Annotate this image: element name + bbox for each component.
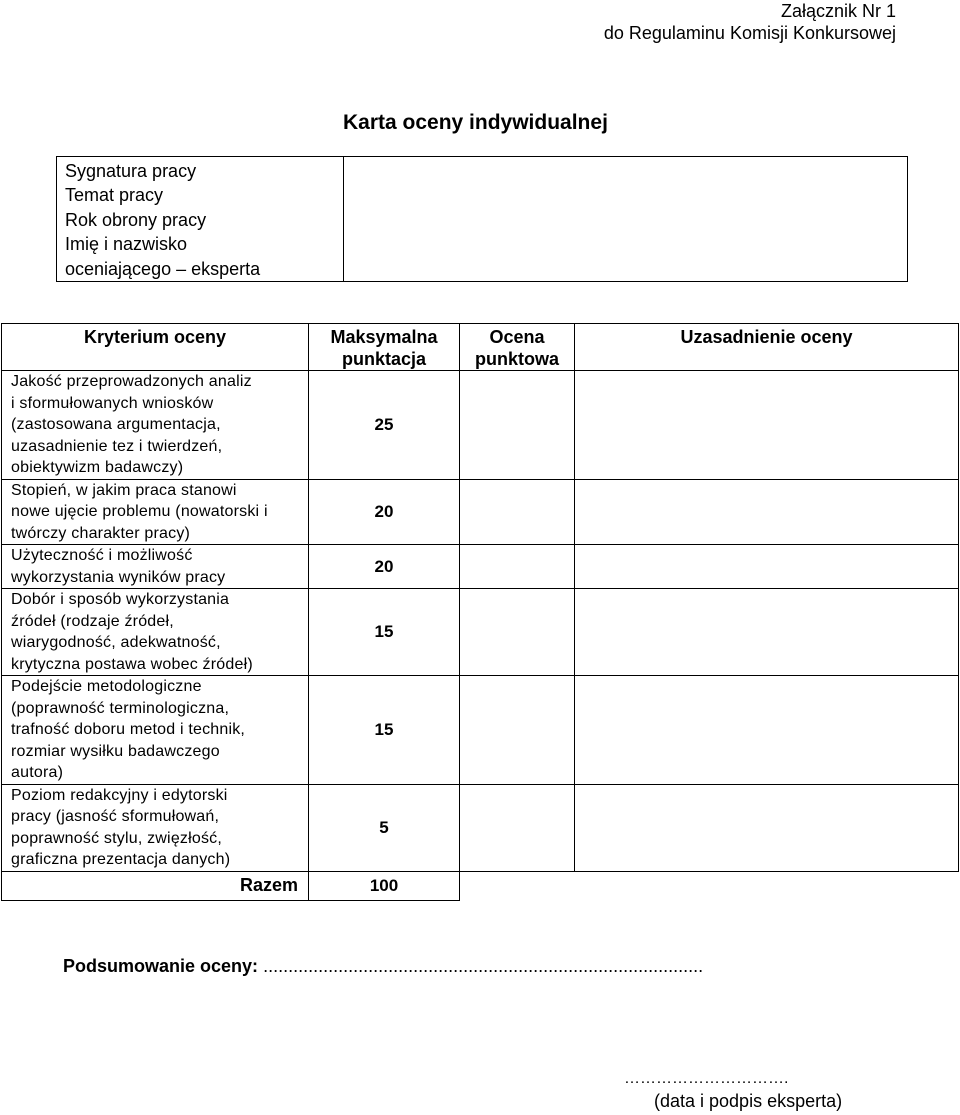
attachment-line-1: Załącznik Nr 1: [780, 1, 896, 21]
criterion-line: obiektywizm badawczy): [11, 459, 184, 476]
score-cell[interactable]: [460, 784, 575, 871]
criterion-line: trafność doboru metod i technik,: [11, 721, 246, 738]
max-points-cell: 20: [309, 545, 460, 589]
info-table: [56, 156, 908, 282]
signature-label: (data i podpis eksperta): [654, 1091, 843, 1111]
max-points-cell: 5: [309, 784, 460, 871]
attachment-line-2: do Regulaminu Komisji Konkursowej: [603, 23, 896, 43]
justification-cell[interactable]: [575, 676, 959, 785]
score-cell[interactable]: [460, 371, 575, 480]
criterion-line: Użyteczność i możliwość: [11, 547, 193, 564]
justification-cell[interactable]: [575, 589, 959, 676]
criterion-line: (zastosowana argumentacja,: [11, 416, 221, 433]
table-row: [2, 784, 959, 871]
table-row: [2, 371, 959, 480]
score-cell[interactable]: [460, 676, 575, 785]
criterion-cell: [2, 784, 309, 871]
score-cell[interactable]: [460, 589, 575, 676]
justification-cell[interactable]: [575, 479, 959, 545]
table-row: [2, 676, 959, 785]
info-label-topic: Temat pracy: [65, 185, 164, 206]
criterion-line: Podejście metodologiczne: [11, 678, 202, 695]
criterion-line: krytyczna postawa wobec źródeł): [11, 655, 253, 673]
header-criterion: Kryterium oceny: [2, 324, 309, 371]
table-row: [2, 479, 959, 545]
header-justification: Uzasadnienie oceny: [575, 324, 959, 371]
criterion-line: i sformułowanych wniosków: [11, 394, 214, 412]
score-cell[interactable]: [460, 545, 575, 589]
criterion-line: uzasadnienie tez i twierdzeń,: [11, 437, 223, 455]
criterion-cell: [2, 676, 309, 785]
criterion-cell: [2, 479, 309, 545]
justification-cell[interactable]: [575, 545, 959, 589]
summary-label: Podsumowanie oceny:: [63, 956, 259, 976]
criterion-cell: [2, 589, 309, 676]
max-points-cell: 15: [309, 676, 460, 785]
table-row: [2, 589, 959, 676]
criterion-line: twórczy charakter pracy): [11, 524, 191, 542]
criterion-line: źródeł (rodzaje źródeł,: [11, 612, 174, 630]
criterion-line: Stopień, w jakim praca stanowi: [11, 481, 237, 499]
attachment-note: [604, 0, 896, 44]
criterion-line: Dobór i sposób wykorzystania: [11, 591, 230, 608]
info-label-year: Rok obrony pracy: [65, 209, 207, 230]
total-empty: [460, 871, 575, 900]
criterion-line: wykorzystania wyników pracy: [11, 568, 226, 586]
criterion-cell: [2, 371, 309, 480]
signature-dots[interactable]: ………………………….: [624, 1070, 789, 1087]
criterion-line: pracy (jasność sformułowań,: [11, 808, 220, 825]
criterion-line: rozmiar wysiłku badawczego: [11, 742, 220, 760]
info-value-cell[interactable]: [344, 157, 908, 282]
total-row: [2, 871, 959, 900]
total-label: Razem: [2, 871, 309, 900]
justification-cell[interactable]: [575, 784, 959, 871]
summary-line: [63, 956, 703, 977]
criterion-line: Jakość przeprowadzonych analiz: [11, 373, 252, 390]
score-cell[interactable]: [460, 479, 575, 545]
max-points-cell: 15: [309, 589, 460, 676]
header-score: Ocena punktowa: [460, 324, 575, 371]
page-title: Karta oceny indywidualnej: [343, 111, 608, 134]
max-points-cell: 20: [309, 479, 460, 545]
criterion-line: wiarygodność, adekwatność,: [11, 634, 221, 651]
criterion-line: poprawność stylu, zwięzłość,: [11, 829, 223, 847]
criterion-line: (poprawność terminologiczna,: [11, 699, 230, 717]
info-label-name: Imię i nazwisko: [65, 234, 188, 255]
total-value: 100: [309, 871, 460, 900]
total-empty: [575, 871, 959, 900]
criterion-cell: [2, 545, 309, 589]
info-labels: [57, 157, 344, 282]
justification-cell[interactable]: [575, 371, 959, 480]
criterion-line: nowe ujęcie problemu (nowatorski i: [11, 503, 268, 520]
summary-dots[interactable]: ........................................................................................: [263, 956, 704, 976]
criterion-line: graficzna prezentacja danych): [11, 851, 231, 868]
criteria-table: [1, 323, 959, 901]
criterion-line: Poziom redakcyjny i edytorski: [11, 786, 228, 804]
table-row: [2, 545, 959, 589]
max-points-cell: 25: [309, 371, 460, 480]
criterion-line: autora): [11, 764, 64, 781]
info-label-signature: Sygnatura pracy: [65, 161, 197, 181]
info-label-evaluator: oceniającego – eksperta: [65, 258, 261, 279]
header-max-points: Maksymalna punktacja: [309, 324, 460, 371]
